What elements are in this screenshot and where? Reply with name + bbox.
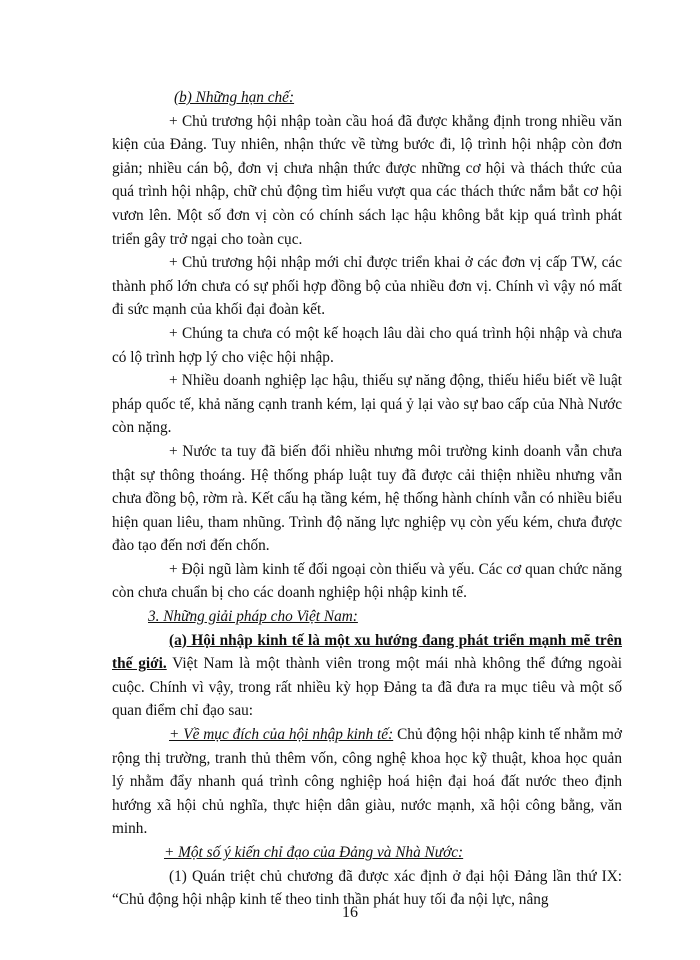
paragraph-1: + Chủ trương hội nhập toàn cầu hoá đã được khẳng định trong nhiều văn kiện của Đảng. Tuy nhiên, nhận thức về từng bước đi, lộ trình hội nhập còn đơn giản; nhiều cán bộ, đơn vị chưa nhận thức được những cơ hội và thách thức của quá trình hội nhập, chữ chủ động tìm hiểu vượt qua các thách thức nắm bắt cơ hội vươn lên. Một số đơn vị còn có chính sách lạc hậu không bắt kịp quá trình phát triển gây trở ngại cho toàn cục. [112, 112, 622, 248]
page-number: 16 [342, 904, 358, 921]
paragraph-6: + Đội ngũ làm kinh tế đối ngoại còn thiếu và yếu. Các cơ quan chức năng còn chưa chuẩn bị cho các doanh nghiệp hội nhập kinh tế. [112, 560, 622, 602]
paragraph-muc-dich [112, 723, 622, 841]
page-body [112, 86, 622, 912]
heading-y-kien [112, 841, 622, 865]
paragraph-numbered-1: (1) Quán triệt chủ chương đã được xác định ở đại hội Đảng lần thứ IX: “Chủ động hội nhập kinh tế theo tinh thần phát huy tối đa nội lực, nâng [112, 867, 622, 909]
heading-han-che-text: (b) Những hạn chế: [174, 89, 295, 106]
paragraph-5: + Nước ta tuy đã biến đổi nhiều nhưng môi trường kinh doanh vẫn chưa thật sự thông thoáng. Hệ thống pháp luật tuy đã được cải thiện nhiều nhưng vẫn chưa đồng bộ, rờm rà. Kết cấu hạ tầng kém, hệ thống hành chính vẫn có nhiều biểu hiện quan liêu, tham nhũng. Trình độ năng lực nghiệp vụ còn yếu kém, chưa được đào tạo đến nơi đến chốn. [112, 442, 622, 555]
heading-giai-phap [112, 605, 622, 629]
paragraph-2: + Chủ trương hội nhập mới chỉ được triển khai ở các đơn vị cấp TW, các thành phố lớn chưa có sự phối hợp đồng bộ của nhiều đơn vị. Chính vì vậy nó mất đi sức mạnh của khối đại đoàn kết. [112, 254, 622, 319]
paragraph-muc-dich-rest: Chủ động hội nhập kinh tế nhằm mở rộng thị trường, tranh thủ thêm vốn, công nghệ khoa học kỹ thuật, khoa học quản lý nhằm đẩy nhanh quá trình công nghiệp hoá hiện đại hoá đất nước theo định hướng xã hội chủ nghĩa, thực hiện dân giàu, nước mạnh, xã hội công bằng, văn minh. [112, 726, 622, 838]
heading-y-kien-text: + Một số ý kiến chỉ đạo của Đảng và Nhà Nước: [164, 844, 464, 861]
paragraph-muc-dich-lead: + Về mục đích của hội nhập kinh tế: [169, 726, 394, 744]
heading-han-che [112, 86, 622, 110]
paragraph-a-rest: Việt Nam là một thành viên trong một mái nhà không thể đứng ngoài cuộc. Chính vì vậy, trong rất nhiều kỳ họp Đảng ta đã đưa ra mục tiêu và một số quan điểm chỉ đạo sau: [112, 655, 622, 720]
paragraph-4: + Nhiều doanh nghiệp lạc hậu, thiếu sự năng động, thiếu hiểu biết về luật pháp quốc tế, khả năng cạnh tranh kém, lại quá ỷ lại vào sự bao cấp của Nhà Nước còn nặng. [112, 372, 622, 437]
heading-giai-phap-text: 3. Những giải pháp cho Việt Nam: [148, 608, 358, 626]
paragraph-a [112, 629, 622, 723]
paragraph-a-lead: (a) Hội nhập kinh tế là một xu hướng đang phát triển mạnh mẽ trên thế giới. [112, 631, 622, 673]
paragraph-3: + Chúng ta chưa có một kế hoạch lâu dài cho quá trình hội nhập và chưa có lộ trình hợp lý cho việc hội nhập. [112, 324, 622, 366]
